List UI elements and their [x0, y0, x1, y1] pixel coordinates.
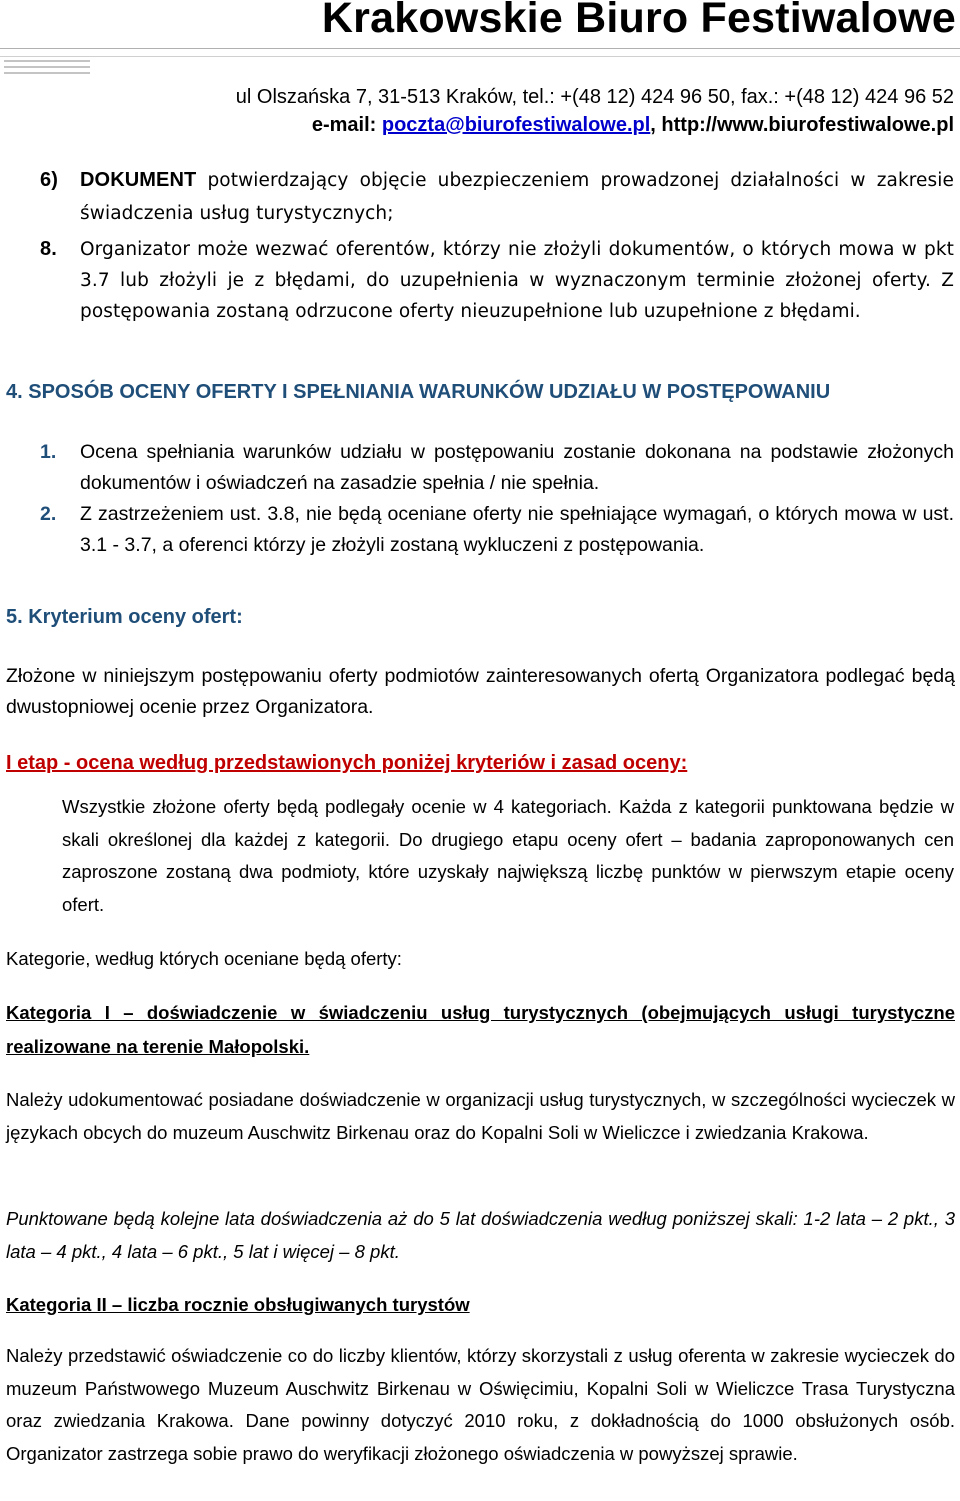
- category-2-text: Należy przedstawić oświadczenie co do liczby klientów, którzy skorzystali z usług oferenta w zakresie wycieczek do muzeum Państwowego Muzeum Auschwitz Birkenau w Oświęcimiu, Kopalni Soli w Wieliczce Trasa Turystyczna oraz zwiedzania Krakowa. Dane powinny dotyczyć 2010 roku, z dokładnością do 1000 obsłużonych osób. Organizator zastrzega sobie prawo do weryfikacji złożonego oświadczenia w powyższej sprawie.: [6, 1345, 955, 1464]
- category-1-text: Należy udokumentować posiadane doświadczenie w organizacji usług turystycznych, w szczególności wycieczek w językach obcych do muzeum Auschwitz Birkenau oraz do Kopalni Soli w Wieliczce i zwiedzania Krakowa.: [6, 1089, 955, 1143]
- point-2-text: Z zastrzeżeniem ust. 3.8, nie będą oceniane oferty nie spełniające wymagań, o których mowa w ust. 3.1 - 3.7, a oferenci którzy je złożyli zostaną wykluczeni z postępowania.: [80, 503, 954, 556]
- letterhead-title: Krakowskie Biuro Festiwalowe: [321, 0, 956, 42]
- section-4-point-2: [40, 499, 954, 561]
- point-1-number: 1.: [40, 441, 57, 463]
- letterhead-rule-top: [0, 48, 960, 49]
- letterhead-address: [236, 83, 954, 139]
- item-8-text-cont: Z postępowania zostaną odrzucone oferty nieuzupełnione lub uzupełnione z błędami.: [80, 270, 954, 322]
- point-2-number: 2.: [40, 503, 57, 525]
- category-2-heading: Kategoria II – liczba rocznie obsługiwanych turystów: [6, 1294, 470, 1315]
- section-5-heading: 5. Kryterium oceny ofert:: [6, 606, 243, 628]
- category-1-scoring: Punktowane będą kolejne lata doświadczenia aż do 5 lat doświadczenia według poniższej skali: 1-2 lata – 2 pkt., 3 lata – 4 pkt., 4 lata – 6 pkt., 5 lat i więcej – 8 pkt.: [6, 1208, 955, 1262]
- contact-line: [236, 111, 954, 139]
- letterhead-stub: [4, 60, 90, 62]
- point-1-text: Ocena spełniania warunków udziału w postępowaniu zostanie dokonana na podstawie złożonych dokumentów i oświadczeń na zasadzie spełnia / nie spełnia.: [80, 441, 954, 494]
- address-line: ul Olszańska 7, 31-513 Kraków, tel.: +(48 12) 424 96 50, fax.: +(48 12) 424 96 52: [235, 86, 954, 108]
- section-4-point-1: [40, 437, 954, 499]
- category-1-heading: Kategoria I – doświadczenie w świadczeniu usług turystycznych (obejmujących usługi turystyczne realizowane na terenie Małopolski.: [6, 1002, 955, 1057]
- categories-intro: Kategorie, według których oceniane będą oferty:: [6, 948, 402, 969]
- item-6: [40, 164, 954, 230]
- item-8-number: 8.: [40, 238, 57, 260]
- website-text: , http://www.biurofestiwalowe.pl: [650, 114, 954, 136]
- email-link[interactable]: poczta@biurofestiwalowe.pl: [381, 114, 651, 136]
- letterhead-rule-bottom: [0, 56, 960, 57]
- item-6-text: potwierdzający objęcie ubezpieczeniem prowadzonej działalności w zakresie świadczenia usług turystycznych;: [80, 170, 954, 224]
- item-8: [40, 234, 954, 327]
- letterhead-stub: [4, 72, 90, 74]
- section-4-heading: 4. SPOSÓB OCENY OFERTY I SPEŁNIANIA WARUNKÓW UDZIAŁU W POSTĘPOWANIU: [6, 381, 831, 403]
- item-6-lead: DOKUMENT: [80, 169, 197, 191]
- stage-1-heading: I etap - ocena według przedstawionych poniżej kryteriów i zasad oceny:: [6, 752, 688, 774]
- section-5-intro: Złożone w niniejszym postępowaniu oferty podmiotów zainteresowanych ofertą Organizatora podlegać będą dwustopniowej ocenie przez Organizatora.: [6, 665, 955, 718]
- stage-1-text: Wszystkie złożone oferty będą podlegały ocenie w 4 kategoriach. Każda z kategorii punktowana będzie w skali określonej dla każdej z kategorii. Do drugiego etapu oceny ofert – badania zaproponowanych cen zaproszone zostaną dwa podmioty, które uzyskały największą liczbę punktów w pierwszym etapie oceny ofert.: [62, 796, 954, 915]
- item-6-number: 6): [40, 169, 58, 191]
- item-8-text: Organizator może wezwać oferentów, którzy nie złożyli dokumentów, o których mowa w pkt 3.7 lub złożyli je z błędami, do uzupełnienia w wyznaczonym terminie złożonej oferty.: [80, 239, 954, 291]
- letterhead-stub: [4, 66, 90, 68]
- email-label: e-mail:: [311, 114, 382, 136]
